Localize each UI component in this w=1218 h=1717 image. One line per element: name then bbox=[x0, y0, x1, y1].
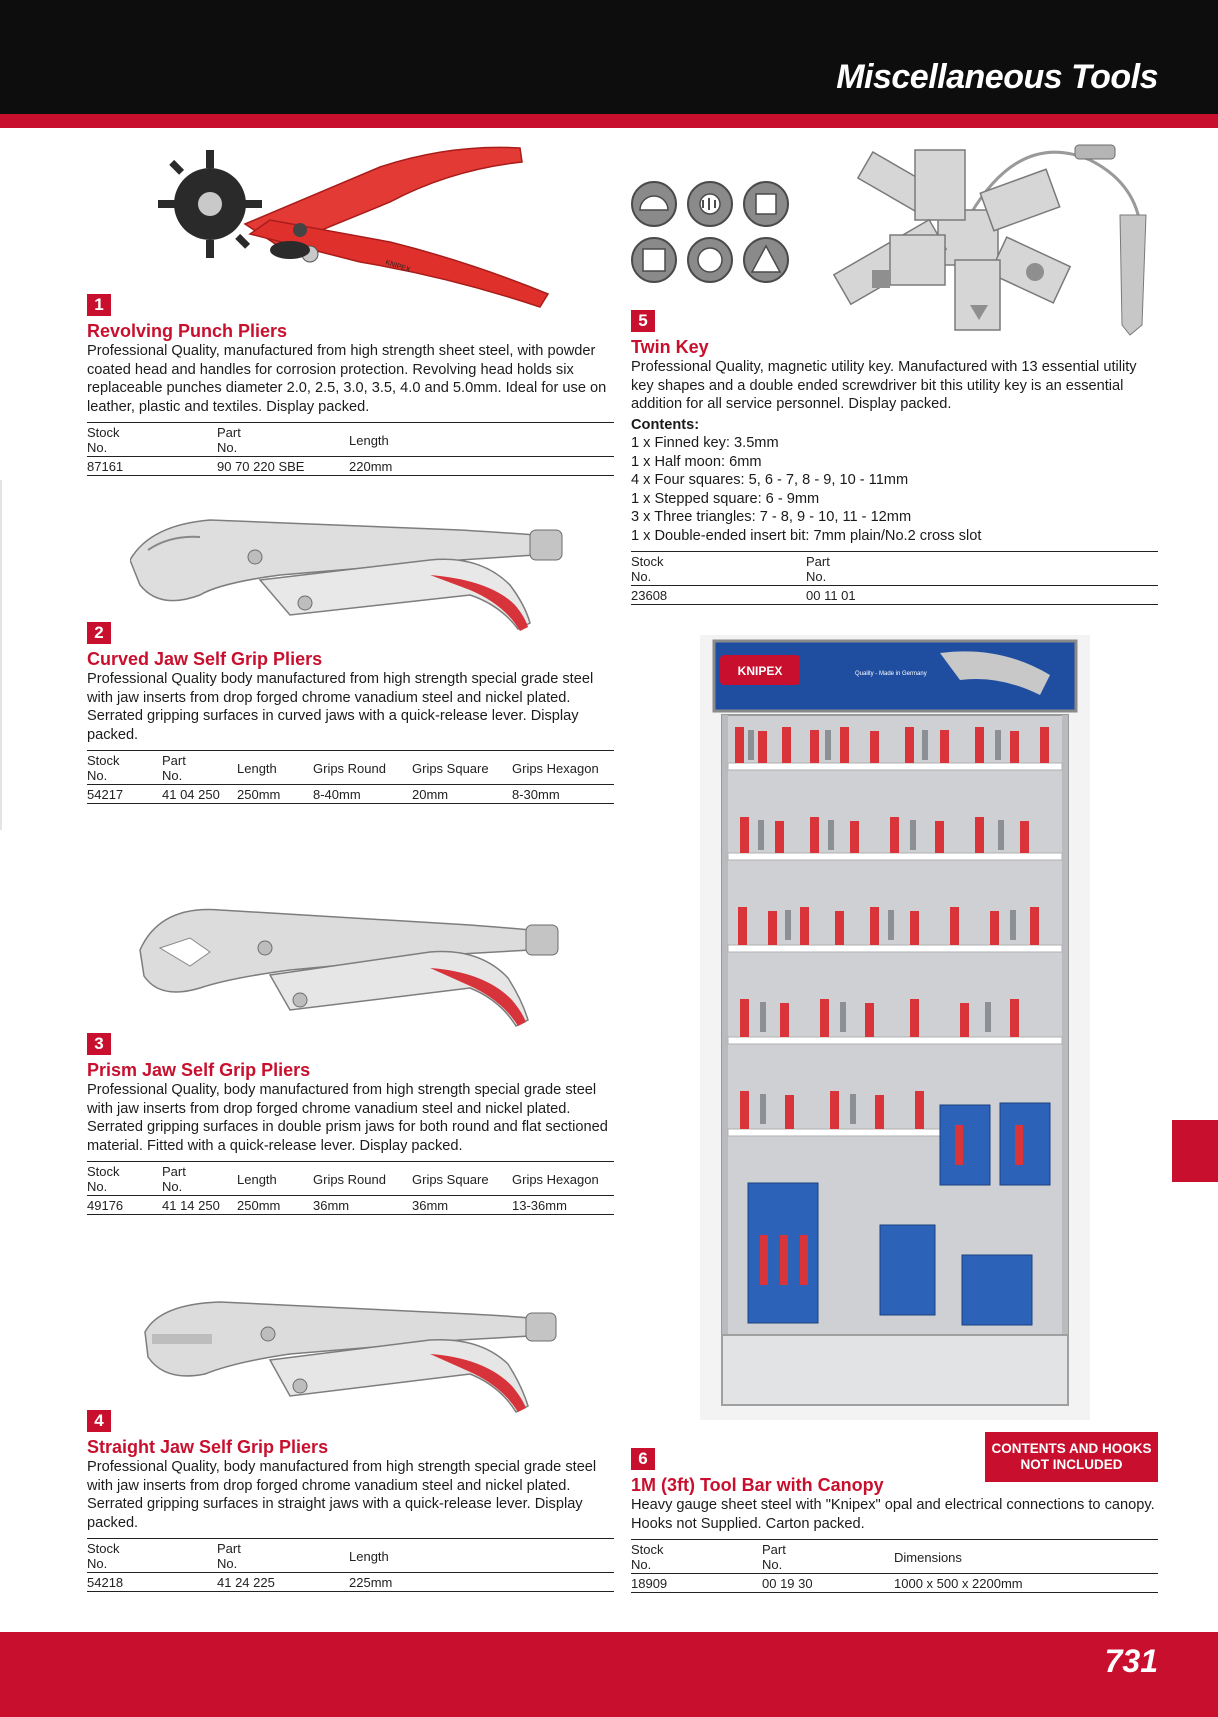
spec-table bbox=[87, 422, 614, 476]
footer-bar bbox=[0, 1632, 1218, 1717]
column-header: Grips Square bbox=[412, 1162, 512, 1196]
product-title: 1M (3ft) Tool Bar with Canopy bbox=[631, 1475, 884, 1495]
column-header: Length bbox=[237, 751, 313, 785]
column-header: Length bbox=[349, 1539, 614, 1573]
product-description: Professional Quality, magnetic utility key. Manufactured with 13 essential utility key shapes and a double ended screwdriver bit this utility key is an essential addition for all service personnel. Display packed. bbox=[631, 359, 1137, 412]
table-cell: 20mm bbox=[412, 785, 512, 804]
column-header: Part No. bbox=[762, 1540, 894, 1574]
column-header: Grips Round bbox=[313, 751, 412, 785]
table-cell: 8-40mm bbox=[313, 785, 412, 804]
product-title: Straight Jaw Self Grip Pliers bbox=[87, 1437, 329, 1457]
section-side-tab bbox=[1172, 1120, 1218, 1182]
table-cell: 41 24 225 bbox=[217, 1573, 349, 1592]
spec-table bbox=[631, 551, 1158, 605]
column-header: Stock No. bbox=[87, 1162, 162, 1196]
column-header: Length bbox=[349, 423, 614, 457]
product-description: Professional Quality, body manufactured from high strength special grade steel with jaw inserts from drop forged chrome vanadium steel and nickel plated. Serrated gripping surfaces in double prism jaws for both round and flat sectioned material. Fitted with a quick-release lever. Display packed. bbox=[87, 1082, 608, 1154]
product-title: Twin Key bbox=[631, 337, 709, 357]
product-description: Professional Quality, manufactured from high strength sheet steel, with powder coated head and handles for corrosion protection. Revolving head holds six replaceable punches diameter 2.0, 2.5, 3.0, 3.5, 4.0 and 5.0mm. Ideal for use on leather, plastic and textiles. Display packed. bbox=[87, 343, 607, 415]
canopy-brand-text: KNIPEX bbox=[737, 664, 783, 678]
product-title: Prism Jaw Self Grip Pliers bbox=[87, 1060, 311, 1080]
column-header: Stock No. bbox=[87, 423, 217, 457]
column-header: Stock No. bbox=[631, 552, 806, 586]
column-header: Length bbox=[237, 1162, 313, 1196]
table-row bbox=[87, 1196, 614, 1215]
table-cell: 54217 bbox=[87, 785, 162, 804]
table-cell: 23608 bbox=[631, 586, 806, 605]
product-number-badge: 3 bbox=[87, 1033, 111, 1055]
contents-item: 1 x Finned key: 3.5mm bbox=[631, 435, 779, 451]
page-title: Miscellaneous Tools bbox=[836, 58, 1158, 96]
column-header: Part No. bbox=[217, 423, 349, 457]
product-number-badge: 5 bbox=[631, 310, 655, 332]
product-description: Professional Quality body manufactured from high strength special grade steel with jaw inserts from drop forged chrome vanadium steel and nickel plated. Serrated gripping surfaces in curved jaws with a quick-release lever. Display packed. bbox=[87, 671, 594, 743]
table-cell: 90 70 220 SBE bbox=[217, 457, 349, 476]
column-header: Grips Round bbox=[313, 1162, 412, 1196]
table-cell: 250mm bbox=[237, 1196, 313, 1215]
column-header: Part No. bbox=[806, 552, 1158, 586]
prism-jaw-pliers-image bbox=[130, 890, 570, 1030]
column-header: Part No. bbox=[162, 1162, 237, 1196]
header-red-stripe bbox=[0, 114, 1218, 128]
table-cell: 54218 bbox=[87, 1573, 217, 1592]
product-description: Heavy gauge sheet steel with "Knipex" opal and electrical connections to canopy. Hooks not Supplied. Carton packed. bbox=[631, 1497, 1155, 1532]
contents-item: 3 x Three triangles: 7 - 8, 9 - 10, 11 - 12mm bbox=[631, 509, 912, 525]
product-title: Curved Jaw Self Grip Pliers bbox=[87, 649, 323, 669]
product-1 bbox=[87, 294, 614, 476]
product-number-badge: 1 bbox=[87, 294, 111, 316]
table-row bbox=[631, 1574, 1158, 1593]
notice-line: NOT INCLUDED bbox=[1020, 1457, 1123, 1472]
table-cell: 41 14 250 bbox=[162, 1196, 237, 1215]
product-number-badge: 2 bbox=[87, 622, 111, 644]
spec-table bbox=[87, 750, 614, 804]
table-cell: 36mm bbox=[412, 1196, 512, 1215]
product-number-badge: 4 bbox=[87, 1410, 111, 1432]
canopy-tagline-text: Quality - Made in Germany bbox=[855, 671, 927, 677]
table-row bbox=[87, 457, 614, 476]
table-cell: 1000 x 500 x 2200mm bbox=[894, 1574, 1158, 1593]
spec-table bbox=[631, 1539, 1158, 1593]
column-header: Stock No. bbox=[631, 1540, 762, 1574]
table-cell: 00 19 30 bbox=[762, 1574, 894, 1593]
product-3 bbox=[87, 1033, 614, 1215]
product-title: Revolving Punch Pliers bbox=[87, 321, 288, 341]
product-description: Professional Quality, body manufactured from high strength special grade steel with jaw inserts from drop forged chrome vanadium steel and nickel plated. Serrated gripping surfaces in straight jaws with a quick-release lever. Display packed. bbox=[87, 1459, 597, 1531]
table-cell: 220mm bbox=[349, 457, 614, 476]
product-number-badge: 6 bbox=[631, 1448, 655, 1470]
column-header: Grips Hexagon bbox=[512, 1162, 614, 1196]
table-cell: 87161 bbox=[87, 457, 217, 476]
table-cell: 36mm bbox=[313, 1196, 412, 1215]
table-cell: 49176 bbox=[87, 1196, 162, 1215]
table-cell: 00 11 01 bbox=[806, 586, 1158, 605]
product-5 bbox=[631, 310, 1158, 605]
product-2 bbox=[87, 622, 614, 804]
product-6 bbox=[631, 1448, 1158, 1593]
column-header: Stock No. bbox=[87, 751, 162, 785]
product-4 bbox=[87, 1410, 614, 1592]
straight-jaw-pliers-image bbox=[140, 1282, 560, 1417]
contents-item: 1 x Stepped square: 6 - 9mm bbox=[631, 490, 820, 507]
curved-jaw-pliers-image bbox=[130, 505, 570, 635]
table-cell: 8-30mm bbox=[512, 785, 614, 804]
table-cell: 18909 bbox=[631, 1574, 762, 1593]
table-cell: 13-36mm bbox=[512, 1196, 614, 1215]
table-cell: 41 04 250 bbox=[162, 785, 237, 804]
contents-heading: Contents: bbox=[631, 416, 700, 433]
column-header: Grips Hexagon bbox=[512, 751, 614, 785]
table-row bbox=[87, 1573, 614, 1592]
column-header: Stock No. bbox=[87, 1539, 217, 1573]
table-row bbox=[631, 586, 1158, 605]
contents-item: 1 x Double-ended insert bit: 7mm plain/No.2 cross slot bbox=[631, 527, 982, 544]
tool-bar-display-image bbox=[700, 635, 1090, 1420]
table-row bbox=[87, 785, 614, 804]
contents-item: 4 x Four squares: 5, 6 - 7, 8 - 9, 10 - 11mm bbox=[631, 472, 909, 488]
revolving-punch-pliers-image bbox=[150, 142, 570, 312]
column-header: Part No. bbox=[162, 751, 237, 785]
column-header: Dimensions bbox=[894, 1540, 1158, 1574]
key-shape-icons bbox=[630, 180, 790, 284]
svg-text:KNIPEX: KNIPEX bbox=[384, 259, 411, 274]
table-cell: 225mm bbox=[349, 1573, 614, 1592]
spec-table bbox=[87, 1538, 614, 1592]
table-cell: 250mm bbox=[237, 785, 313, 804]
contents-item: 1 x Half moon: 6mm bbox=[631, 453, 762, 470]
notice-line: CONTENTS AND HOOKS bbox=[991, 1441, 1152, 1456]
column-header: Grips Square bbox=[412, 751, 512, 785]
column-header: Part No. bbox=[217, 1539, 349, 1573]
page-number: 731 bbox=[1104, 1643, 1158, 1679]
spec-table bbox=[87, 1161, 614, 1215]
left-margin-rule bbox=[0, 480, 2, 830]
